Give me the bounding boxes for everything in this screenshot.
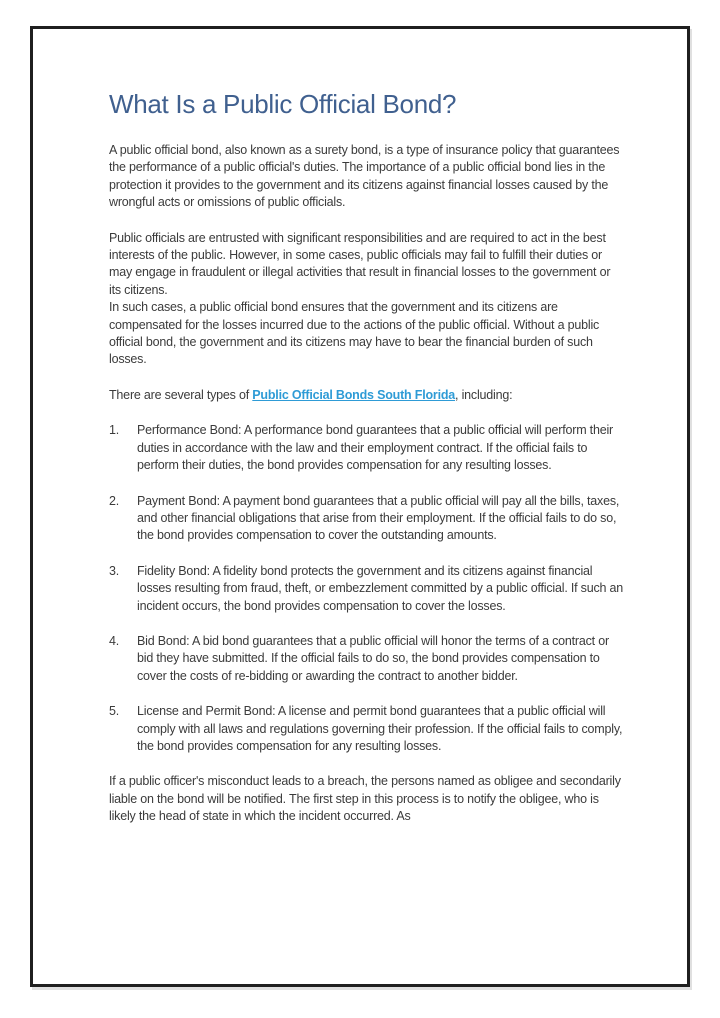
list-item-number: 3.	[109, 563, 120, 578]
list-item-text: Bid Bond: A bid bond guarantees that a public official will honor the terms of a contract or bid they have submitted. If the official fails to do so, the bond provides compensation to cover the costs of re-bidding or awarding the contract to another bidder.	[137, 633, 609, 683]
types-intro-suffix: , including:	[455, 387, 513, 402]
types-intro-paragraph	[109, 387, 625, 404]
list-item-text: Payment Bond: A payment bond guarantees that a public official will pay all the bills, taxes, and other financial obligations that arise from their employment. If the official fails to do so, the bond provides compensation to cover the outstanding amounts.	[137, 493, 620, 543]
list-item	[109, 422, 625, 474]
closing-paragraph: If a public officer's misconduct leads to a breach, the persons named as obligee and secondarily liable on the bond will be notified. The first step in this process is to notify the obligee, who is likely the head of state in which the incident occurred. As	[109, 774, 621, 824]
page-title: What Is a Public Official Bond?	[109, 89, 457, 119]
list-item-number: 4.	[109, 633, 120, 648]
compensation-paragraph: In such cases, a public official bond ensures that the government and its citizens are compensated for the losses incurred due to the actions of the public official. Without a public official bond, the government and its citizens may have to bear the financial burden of such losses.	[109, 300, 600, 367]
intro-paragraph: A public official bond, also known as a surety bond, is a type of insurance policy that guarantees the performance of a public official's duties. The importance of a public official bond lies in the protection it provides to the government and its citizens against financial losses caused by the wrongful acts or omissions of public officials.	[109, 143, 620, 210]
public-official-bonds-link[interactable]: Public Official Bonds South Florida	[252, 387, 456, 402]
types-intro-prefix: There are several types of	[109, 387, 253, 402]
document-page	[30, 26, 690, 987]
list-item-number: 5.	[109, 704, 120, 719]
bond-types-list	[109, 422, 625, 755]
list-item-text: Performance Bond: A performance bond guarantees that a public official will perform their duties in accordance with the law and their employment contract. If the official fails to perform their duties, the bond provides compensation for any resulting losses.	[137, 423, 613, 473]
list-item-text: License and Permit Bond: A license and permit bond guarantees that a public official will comply with all laws and regulations governing their profession. If the official fails to comply, the bond provides compensation for any resulting losses.	[137, 704, 623, 753]
list-item	[109, 703, 625, 755]
list-item	[109, 633, 625, 685]
responsibilities-paragraph: Public officials are entrusted with significant responsibilities and are required to act in the best interests of the public. However, in some cases, public officials may fail to fulfill their duties or may engage in fraudulent or illegal activities that result in financial losses to the government or its citizens.	[109, 230, 611, 297]
list-item-number: 2.	[109, 493, 120, 508]
list-item-number: 1.	[109, 423, 120, 438]
list-item	[109, 493, 625, 545]
list-item	[109, 563, 625, 615]
list-item-text: Fidelity Bond: A fidelity bond protects the government and its citizens against financial losses resulting from fraud, theft, or embezzlement committed by a public official. If such an incident occurs, the bond provides compensation to cover the losses.	[137, 563, 624, 613]
document-content	[33, 29, 625, 826]
